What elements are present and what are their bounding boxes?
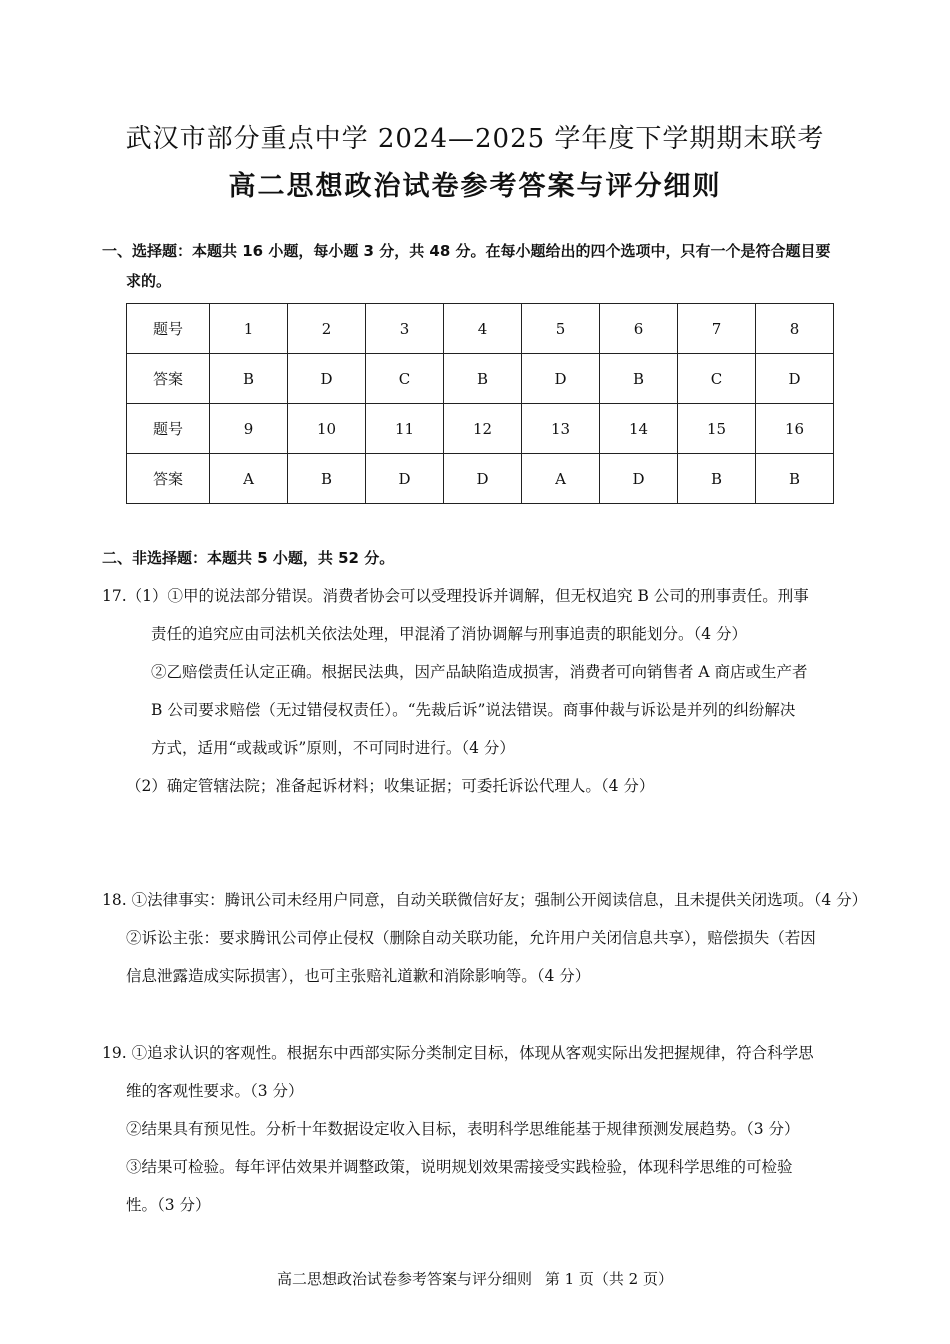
q17-line4: B 公司要求赔偿（无过错侵权责任）。“先裁后诉”说法错误。商事仲裁与诉讼是并列的纠纷解决 — [151, 701, 796, 719]
table-cell: B — [444, 354, 522, 404]
section1-heading — [102, 236, 854, 296]
table-cell: 16 — [756, 404, 834, 454]
q17-line6: （2）确定管辖法院；准备起诉材料；收集证据；可委托诉讼代理人。（4 分） — [126, 777, 655, 795]
table-cell: 8 — [756, 304, 834, 354]
table-cell: D — [288, 354, 366, 404]
table-cell: 5 — [522, 304, 600, 354]
q19-line2: 维的客观性要求。（3 分） — [126, 1082, 304, 1100]
q17-line5: 方式，适用“或裁或诉”原则，不可同时进行。（4 分） — [151, 739, 515, 757]
q18-line3: 信息泄露造成实际损害），也可主张赔礼道歉和消除影响等。（4 分） — [126, 967, 591, 985]
table-cell: 2 — [288, 304, 366, 354]
table-cell: 7 — [678, 304, 756, 354]
q18-line1: 18. ①法律事实：腾讯公司未经用户同意，自动关联微信好友；强制公开阅读信息，且未提供关闭选项。（4 分） — [102, 891, 868, 909]
q19-line4: ③结果可检验。每年评估效果并调整政策，说明规划效果需接受实践检验，体现科学思维的可检验 — [126, 1158, 793, 1176]
footer-page-number: 第 1 页（共 2 页） — [544, 1270, 673, 1288]
table-cell: D — [600, 454, 678, 504]
q18-line2: ②诉讼主张：要求腾讯公司停止侵权（删除自动关联功能，允许用户关闭信息共享），赔偿损失（若因 — [126, 929, 816, 947]
table-cell: A — [522, 454, 600, 504]
row-label: 答案 — [127, 354, 210, 404]
table-cell: D — [756, 354, 834, 404]
table-cell: 4 — [444, 304, 522, 354]
row-label: 答案 — [127, 454, 210, 504]
table-cell: C — [366, 354, 444, 404]
table-cell: 12 — [444, 404, 522, 454]
page-title-line2: 高二思想政治试卷参考答案与评分细则 — [228, 171, 722, 202]
table-cell: 13 — [522, 404, 600, 454]
table-cell: D — [366, 454, 444, 504]
table-cell: B — [210, 354, 288, 404]
table-cell: 9 — [210, 404, 288, 454]
table-row — [127, 354, 834, 404]
q17-line3: ②乙赔偿责任认定正确。根据民法典，因产品缺陷造成损害，消费者可向销售者 A 商店或生产者 — [151, 663, 808, 681]
page-title-line1: 武汉市部分重点中学 2024—2025 学年度下学期期末联考 — [125, 124, 825, 154]
row-label: 题号 — [127, 404, 210, 454]
table-cell: 1 — [210, 304, 288, 354]
table-cell: C — [678, 354, 756, 404]
table-row — [127, 454, 834, 504]
page-footer — [0, 1268, 950, 1289]
table-cell: B — [756, 454, 834, 504]
q17-line2: 责任的追究应由司法机关依法处理，甲混淆了消协调解与刑事追责的职能划分。（4 分） — [151, 625, 748, 643]
table-cell: A — [210, 454, 288, 504]
table-row — [127, 404, 834, 454]
table-cell: 3 — [366, 304, 444, 354]
q17-line1: 17.（1）①甲的说法部分错误。消费者协会可以受理投诉并调解，但无权追究 B 公司的刑事责任。刑事 — [102, 587, 809, 605]
table-cell: B — [288, 454, 366, 504]
q19-line5: 性。（3 分） — [126, 1196, 211, 1214]
table-cell: B — [600, 354, 678, 404]
table-cell: D — [522, 354, 600, 404]
table-cell: 10 — [288, 404, 366, 454]
table-row — [127, 304, 834, 354]
answer-table — [126, 303, 834, 504]
table-cell: 6 — [600, 304, 678, 354]
q19-line3: ②结果具有预见性。分析十年数据设定收入目标，表明科学思维能基于规律预测发展趋势。（3 分） — [126, 1120, 800, 1138]
section1-line1: 一、选择题：本题共 16 小题，每小题 3 分，共 48 分。在每小题给出的四个选项中，只有一个是符合题目要 — [102, 242, 831, 260]
table-cell: 15 — [678, 404, 756, 454]
row-label: 题号 — [127, 304, 210, 354]
table-cell: 14 — [600, 404, 678, 454]
table-cell: 11 — [366, 404, 444, 454]
q19-line1: 19. ①追求认识的客观性。根据东中西部实际分类制定目标，体现从客观实际出发把握规律，符合科学思 — [102, 1044, 814, 1062]
section2-heading: 二、非选择题：本题共 5 小题，共 52 分。 — [102, 549, 395, 567]
table-cell: B — [678, 454, 756, 504]
section1-line2: 求的。 — [126, 272, 172, 290]
table-cell: D — [444, 454, 522, 504]
footer-doc-title: 高二思想政治试卷参考答案与评分细则 — [277, 1270, 533, 1288]
